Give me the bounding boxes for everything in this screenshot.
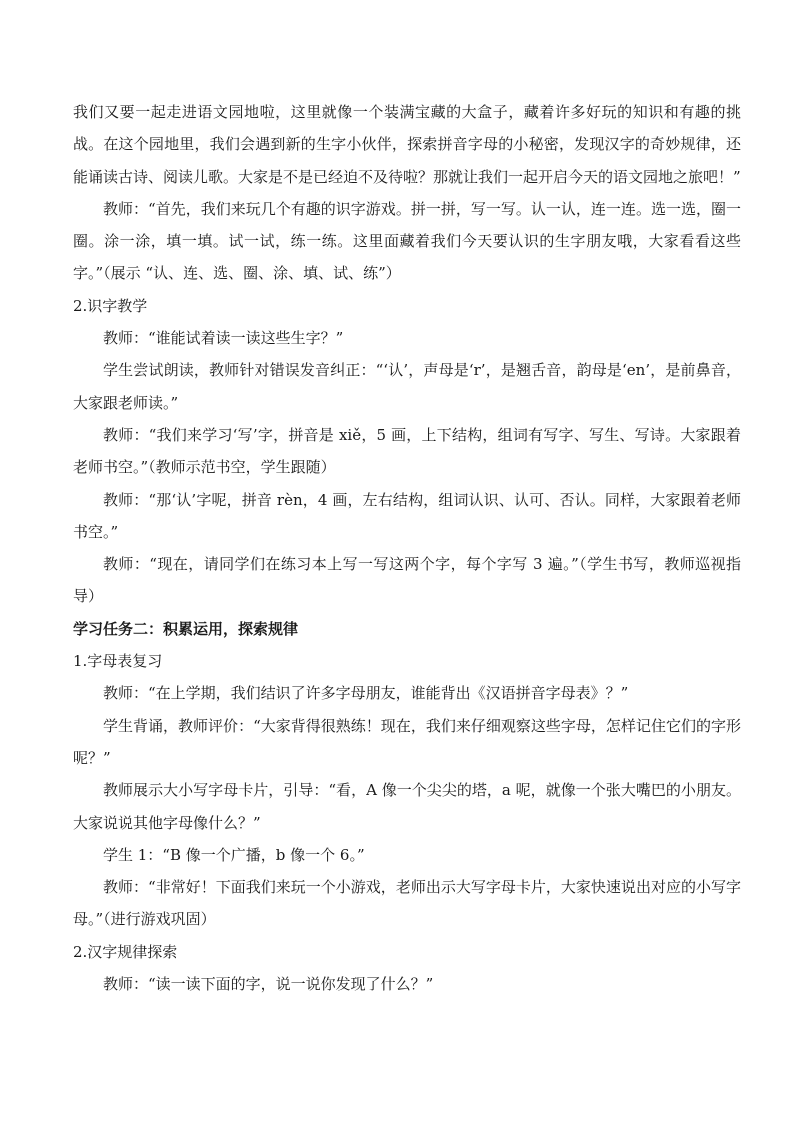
teacher-xie-character: 教师：“我们来学习‘写’字，拼音是 xiě，5 画，上下结构，组词有写字、写生、写诗。大家跟着老师书空。”（教师示范书空，学生跟随） (73, 425, 741, 477)
student-one-answer: 学生 1：“B 像一个广播，b 像一个 6。” (103, 845, 365, 864)
student-reading-correction: 学生尝试朗读，教师针对错误发音纠正：“‘认’，声母是‘r’，是翘舌音，韵母是‘en’，是前鼻音，大家跟老师读。” (73, 361, 741, 412)
teacher-question-read: 教师：“谁能试着读一读这些生字？” (103, 329, 344, 348)
section-character-rules: 2.汉字规律探索 (73, 942, 178, 961)
section-literacy-teaching: 2.识字教学 (73, 296, 148, 315)
intro-paragraph: 我们又要一起走进语文园地啦，这里就像一个装满宝藏的大盒子，藏着许多好玩的知识和有趣的挑战。在这个园地里，我们会遇到新的生字小伙伴，探索拼音字母的小秘密，发现汉字的奇妙规律，还能诵读古诗、阅读儿歌。大家是不是已经迫不及待啦？那就让我们一起开启今天的语文园地之旅吧！” (73, 103, 741, 186)
teacher-letter-game: 教师：“非常好！下面我们来玩一个小游戏，老师出示大写字母卡片，大家快速说出对应的小写字母。”（进行游戏巩固） (73, 878, 741, 929)
teacher-paragraph-games: 教师：“首先，我们来玩几个有趣的识字游戏。拼一拼，写一写。认一认，连一连。选一选，圈一圈。涂一涂，填一填。试一试，练一练。这里面藏着我们今天要认识的生字朋友哦，大家看看这些字。”（展示 “认、连、选、圈、涂、填、试、练”） (73, 199, 741, 283)
teacher-letter-cards: 教师展示大小写字母卡片，引导：“看，A 像一个尖尖的塔，a 呢，就像一个张大嘴巴的小朋友。大家说说其他字母像什么？” (73, 781, 741, 832)
section-alphabet-review: 1.字母表复习 (73, 652, 163, 671)
teacher-writing-practice: 教师：“现在，请同学们在练习本上写一写这两个字，每个字写 3 遍。”（学生书写，教师巡视指导） (73, 555, 741, 606)
task-two-heading: 学习任务二：积累运用，探索规律 (73, 619, 299, 638)
teacher-ren-character: 教师：“那‘认’字呢，拼音 rèn，4 画，左右结构，组词认识、认可、否认。同样，大家跟着老师书空。” (73, 490, 741, 541)
document-page (73, 96, 741, 1000)
teacher-rule-question: 教师：“读一读下面的字，说一说你发现了什么？” (103, 975, 434, 994)
teacher-alphabet-question: 教师：“在上学期，我们结识了许多字母朋友，谁能背出《汉语拼音字母表》？” (103, 684, 629, 703)
student-recite-evaluation: 学生背诵，教师评价：“大家背得很熟练！现在，我们来仔细观察这些字母，怎样记住它们的字形呢？” (73, 716, 741, 767)
